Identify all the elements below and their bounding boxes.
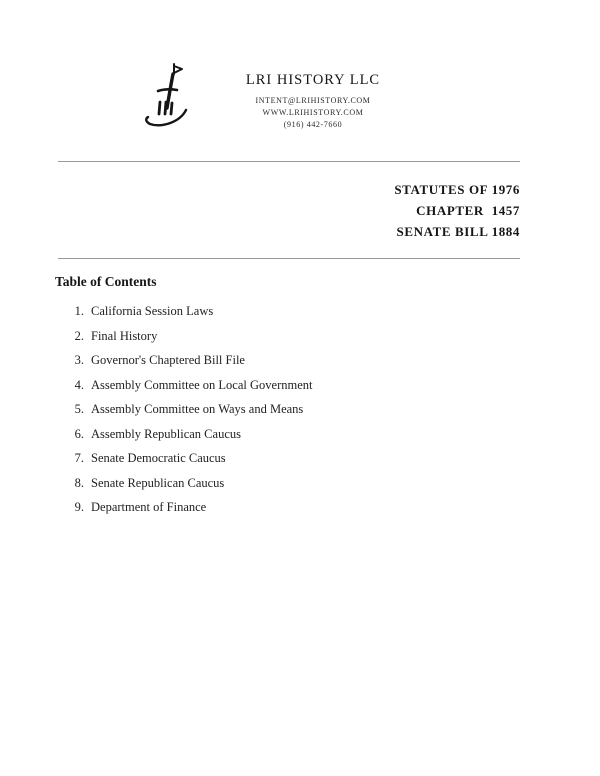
toc-item xyxy=(68,353,312,378)
letterhead-text xyxy=(228,58,398,131)
toc-item-number: 2. xyxy=(74,328,84,343)
toc-item xyxy=(68,476,312,501)
toc-item-label: Assembly Republican Caucus xyxy=(91,426,241,441)
horizontal-rule-bottom xyxy=(58,258,520,259)
toc-item-number: 6. xyxy=(74,426,84,441)
toc-item xyxy=(68,402,312,427)
toc-item-number: 3. xyxy=(74,353,84,367)
toc-item xyxy=(68,500,312,525)
toc-item-number: 8. xyxy=(74,475,84,490)
toc-item-label: Senate Republican Caucus xyxy=(91,475,225,490)
toc-item-label: Department of Finance xyxy=(91,500,207,514)
toc-item-label: Senate Democratic Caucus xyxy=(91,451,226,465)
toc-item-number: 5. xyxy=(74,402,84,416)
toc-item-label: Governor's Chaptered Bill File xyxy=(91,353,245,367)
chapter-number: CHAPTER 1457 xyxy=(416,203,520,218)
toc-item xyxy=(68,304,312,329)
toc-item-label: Assembly Committee on Local Government xyxy=(91,377,313,392)
toc-item xyxy=(68,329,312,354)
toc-item-number: 1. xyxy=(74,304,84,318)
toc-title: Table of Contents xyxy=(55,274,157,289)
toc-item-number: 9. xyxy=(74,500,84,514)
toc-item-label: Final History xyxy=(91,328,158,343)
toc-item-label: California Session Laws xyxy=(91,304,214,318)
letterhead xyxy=(138,58,398,142)
company-logo-icon xyxy=(138,58,206,142)
toc-item xyxy=(68,378,312,403)
company-phone: (916) 442-7660 xyxy=(283,120,343,129)
statute-reference-block xyxy=(394,179,520,242)
toc-item-number: 4. xyxy=(74,377,84,392)
toc-item xyxy=(68,451,312,476)
senate-bill-number: SENATE BILL 1884 xyxy=(396,224,520,239)
horizontal-rule-top xyxy=(58,161,520,162)
company-website: WWW.LRIHISTORY.COM xyxy=(262,108,364,117)
statutes-year: STATUTES OF 1976 xyxy=(394,182,520,197)
toc-item xyxy=(68,427,312,452)
toc-item-label: Assembly Committee on Ways and Means xyxy=(91,402,304,416)
toc-item-number: 7. xyxy=(74,451,84,465)
toc-list xyxy=(68,304,312,525)
company-name: LRI HISTORY LLC xyxy=(245,72,381,88)
company-email: INTENT@LRIHISTORY.COM xyxy=(255,96,371,105)
